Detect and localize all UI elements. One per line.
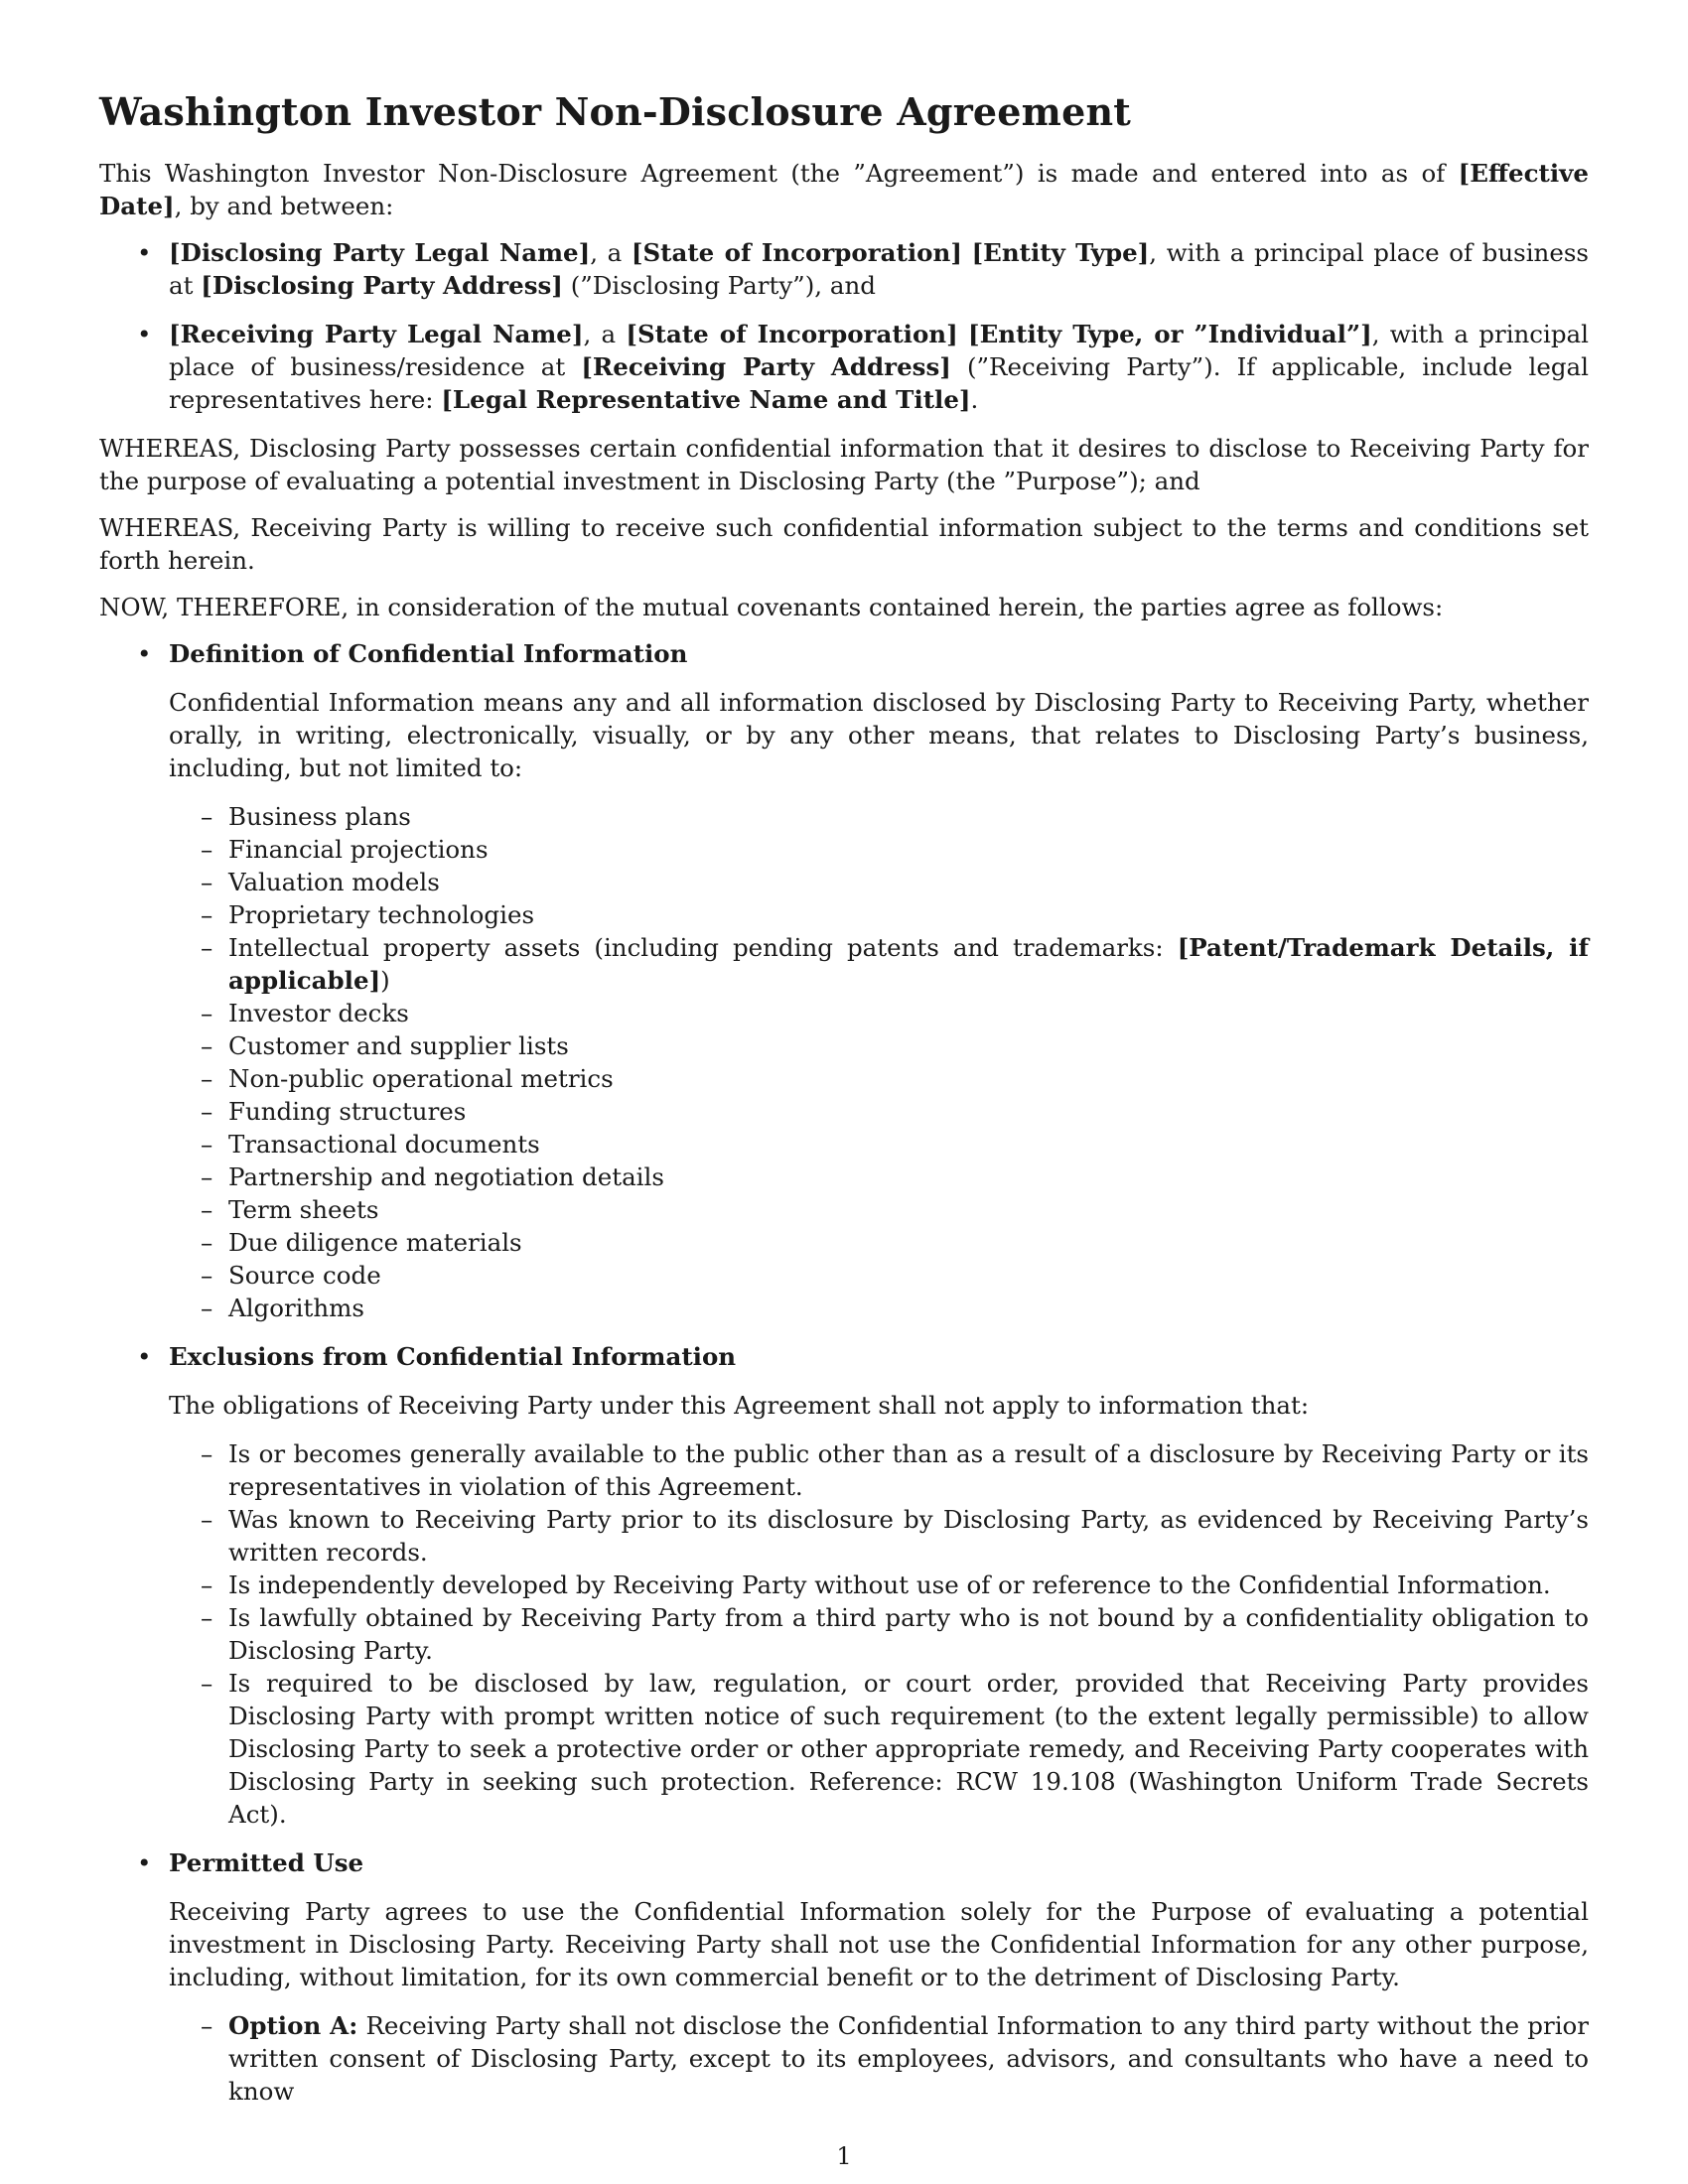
legal-representative: [Legal Representative Name and Title]: [441, 385, 971, 414]
list-item: – Funding structures: [169, 1095, 1589, 1128]
disclosing-party-state: [State of Incorporation]: [631, 238, 962, 267]
list-item: – Term sheets: [169, 1193, 1589, 1226]
receiving-party-state: [State of Incorporation]: [626, 320, 958, 348]
now-therefore-paragraph: NOW, THEREFORE, in consideration of the mutual covenants contained herein, the parties agree as follows:: [99, 593, 1444, 621]
list-item: – Non-public operational metrics: [169, 1062, 1589, 1095]
receiving-party-address: [Receiving Party Address]: [581, 352, 951, 381]
parties-list: [99, 236, 1589, 416]
list-item: – Proprietary technologies: [169, 898, 1589, 931]
list-item: – Customer and supplier lists: [169, 1029, 1589, 1062]
page-number: 1: [836, 2142, 852, 2170]
section-title: • Definition of Confidential Information: [169, 639, 688, 668]
disclosing-party-entity: [Entity Type]: [971, 238, 1150, 267]
section-permitted-use: [99, 1846, 1589, 2108]
list-item-ip: – Intellectual property assets (including pending patents and trademarks: [Patent/Trademark Details, if applicable]): [169, 931, 1589, 997]
list-item: – Algorithms: [169, 1292, 1589, 1324]
disclosing-party-name: [Disclosing Party Legal Name]: [169, 238, 591, 267]
sections-list: [99, 637, 1589, 2108]
section-definition: [99, 637, 1589, 1324]
receiving-party-entity: [Entity Type, or ”Individual”]: [967, 320, 1372, 348]
party-disclosing: • [Disclosing Party Legal Name], a [State of Incorporation] [Entity Type], with a principal place of business at [Disclosing Party Address] (”Disclosing Party”), and: [99, 236, 1589, 302]
list-item: – Investor decks: [169, 997, 1589, 1029]
list-item: – Is required to be disclosed by law, regulation, or court order, provided that Receiving Party provides Disclosing Party with prompt written notice of such requirement (to the extent legally permissible) to allow Disclosing Party to seek a protective order or other appropriate remedy, and Receiving Party cooperates with Disclosing Party in seeking such protection. Reference: RCW 19.108 (Washington Uniform Trade Secrets Act).: [169, 1667, 1589, 1831]
section-body: Receiving Party agrees to use the Confidential Information solely for the Purpose of evaluating a potential investment in Disclosing Party. Receiving Party shall not use the Confidential Information for any other purpose, including, without limitation, for its own commercial benefit or to the detriment of Disclosing Party.: [169, 1897, 1589, 1991]
list-item: – Business plans: [169, 800, 1589, 833]
intro-text: This Washington Investor Non-Disclosure Agreement (the ”Agreement”) is made and entered into as of: [99, 159, 1459, 188]
list-item: – Is independently developed by Receiving Party without use of or reference to the Confidential Information.: [169, 1569, 1589, 1601]
list-item: – Is or becomes generally available to the public other than as a result of a disclosure by Receiving Party or its representatives in violation of this Agreement.: [169, 1437, 1589, 1503]
list-item: – Due diligence materials: [169, 1226, 1589, 1259]
whereas-paragraph-2: WHEREAS, Receiving Party is willing to receive such confidential information subject to the terms and conditions set forth herein.: [99, 513, 1589, 575]
section-exclusions: [99, 1340, 1589, 1831]
intro-paragraph: [99, 157, 1589, 222]
definition-items: [169, 800, 1589, 1324]
party-receiving: • [Receiving Party Legal Name], a [State of Incorporation] [Entity Type, or ”Individual”], with a principal place of business/residence at [Receiving Party Address] (”Receiving Party”). If applicable, include legal representatives here: [Legal Representative Name and Title].: [99, 318, 1589, 416]
receiving-party-name: [Receiving Party Legal Name]: [169, 320, 584, 348]
section-title: • Exclusions from Confidential Information: [169, 1342, 737, 1371]
section-body: The obligations of Receiving Party under this Agreement shall not apply to information that:: [169, 1391, 1310, 1420]
list-item: – Valuation models: [169, 866, 1589, 898]
list-item: – Source code: [169, 1259, 1589, 1292]
option-a-text: Receiving Party shall not disclose the Confidential Information to any third party without the prior written consent of Disclosing Party, except to its employees, advisors, and consultants who have a need to know: [228, 2011, 1589, 2106]
list-item: – Transactional documents: [169, 1128, 1589, 1160]
list-item: – Financial projections: [169, 833, 1589, 866]
list-item: – Is lawfully obtained by Receiving Party from a third party who is not bound by a confidentiality obligation to Disclosing Party.: [169, 1601, 1589, 1667]
whereas-paragraph-1: WHEREAS, Disclosing Party possesses certain confidential information that it desires to disclose to Receiving Party for the purpose of evaluating a potential investment in Disclosing Party (the ”Purpose”); and: [99, 434, 1589, 495]
permitted-use-options: [169, 2009, 1589, 2108]
document-title: Washington Investor Non-Disclosure Agreement: [99, 89, 1132, 134]
patent-details-placeholder: [Patent/Trademark Details, if applicable]: [228, 933, 1589, 995]
list-item: – Was known to Receiving Party prior to its disclosure by Disclosing Party, as evidenced by Receiving Party’s written records.: [169, 1503, 1589, 1569]
list-item: – Partnership and negotiation details: [169, 1160, 1589, 1193]
option-a-item: [169, 2009, 1589, 2108]
intro-text-end: , by and between:: [174, 192, 394, 220]
option-a-label: Option A:: [228, 2011, 358, 2040]
disclosing-party-address: [Disclosing Party Address]: [201, 271, 563, 300]
document-page: [99, 79, 1589, 2123]
section-title: • Permitted Use: [169, 1848, 364, 1877]
exclusion-items: [169, 1437, 1589, 1831]
effective-date-placeholder: [Effective Date]: [99, 159, 1589, 220]
section-body: Confidential Information means any and all information disclosed by Disclosing Party to Receiving Party, whether orally, in writing, electronically, visually, or by any other means, that relates to Disclosing Party’s business, including, but not limited to:: [169, 688, 1589, 782]
